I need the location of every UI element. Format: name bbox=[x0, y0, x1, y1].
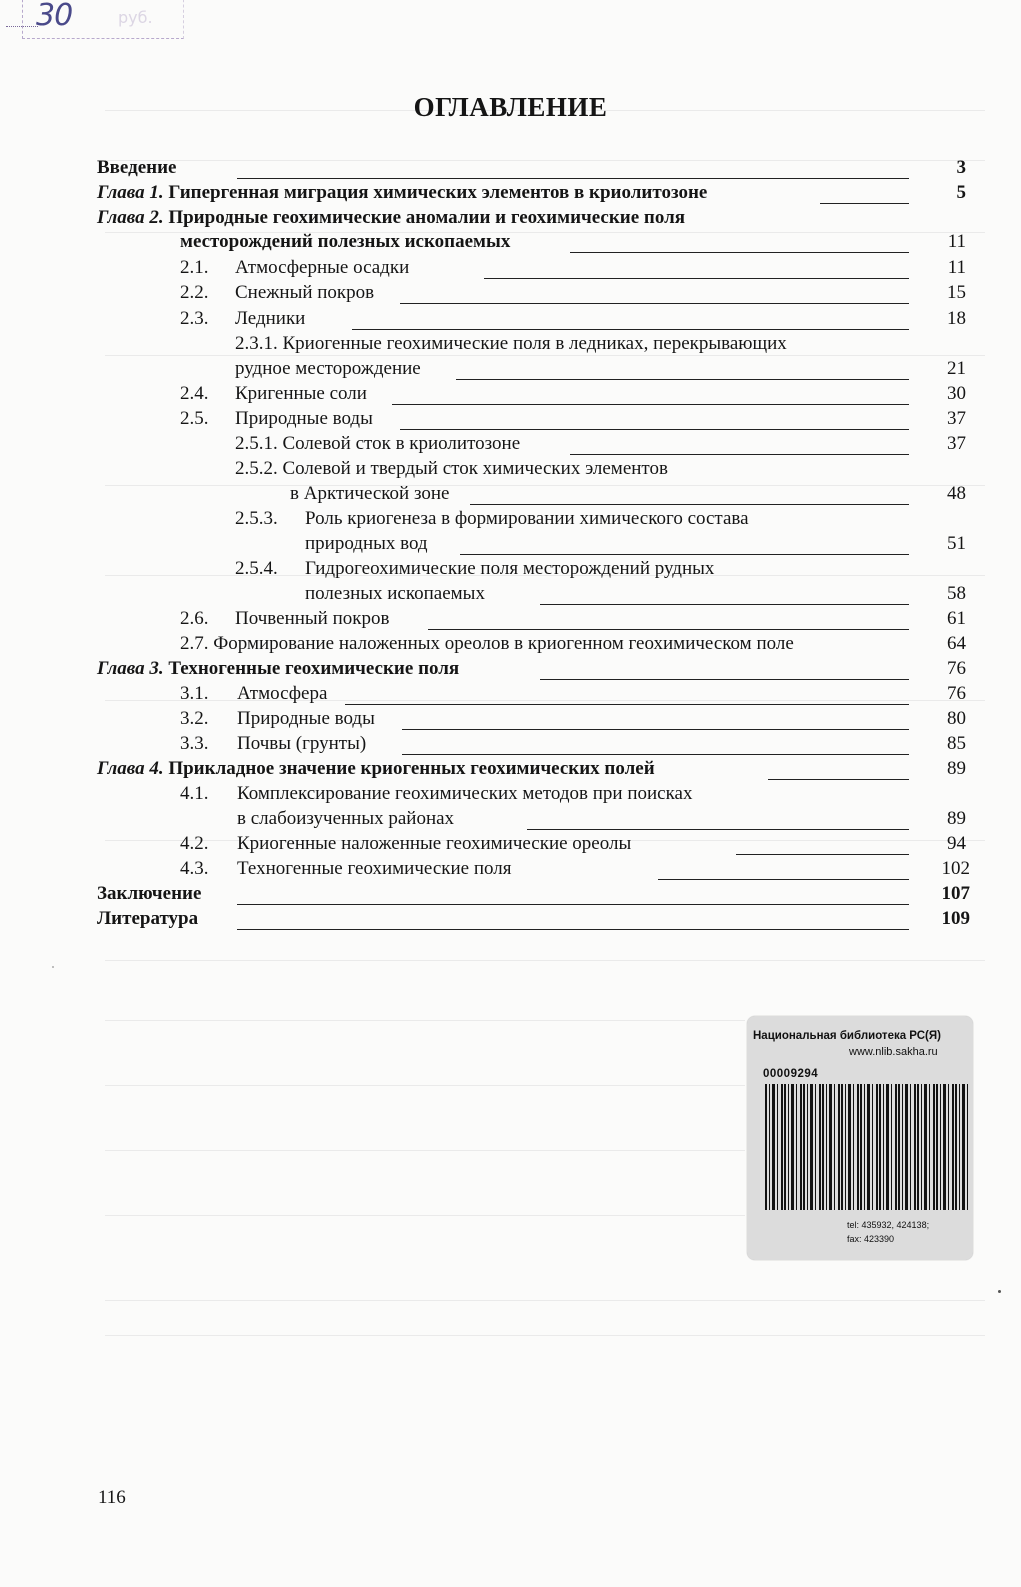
toc-page-number: 89 bbox=[947, 758, 966, 779]
toc-entry-continuation bbox=[235, 357, 421, 381]
toc-leader-line bbox=[352, 329, 909, 330]
toc-section-number: 2.7. bbox=[180, 633, 209, 654]
toc-page-number: 11 bbox=[947, 231, 966, 252]
toc-page-number: 107 bbox=[941, 883, 970, 904]
toc-page-number: 76 bbox=[947, 683, 966, 704]
toc-section-number: 3.2. bbox=[180, 708, 209, 729]
toc-leader-line bbox=[345, 704, 909, 705]
toc-entry-title: Почвы (грунты) bbox=[237, 733, 367, 754]
toc-entry-title-continued: в слабоизученных районах bbox=[237, 808, 455, 829]
page-title: ОГЛАВЛЕНИЕ bbox=[413, 92, 608, 122]
toc-chapter-prefix: Глава 4. bbox=[97, 758, 164, 779]
toc-entry-chapter-4[interactable] bbox=[97, 757, 655, 781]
toc-section-number: 2.2. bbox=[180, 282, 209, 303]
toc-entry-continuation bbox=[180, 230, 510, 254]
toc-page-number: 76 bbox=[947, 658, 966, 679]
toc-section-number: 2.4. bbox=[180, 383, 209, 404]
bleed-through-line bbox=[105, 1335, 985, 1336]
toc-entry-title: Солевой и твердый сток химических элементов bbox=[282, 458, 668, 479]
toc-leader-line bbox=[820, 203, 909, 204]
toc-entry-section-2-1[interactable] bbox=[180, 256, 409, 280]
toc-page-number: 30 bbox=[947, 383, 966, 404]
toc-section-number: 2.5.4. bbox=[235, 558, 278, 579]
toc-entry-title-continued: природных вод bbox=[305, 533, 428, 554]
toc-page-number: 109 bbox=[941, 908, 970, 929]
toc-entry-conclusion[interactable] bbox=[97, 882, 201, 906]
toc-entry-title-continued: рудное месторождение bbox=[235, 358, 421, 379]
toc-leader-line bbox=[400, 303, 909, 304]
page-number: 116 bbox=[98, 1487, 126, 1508]
toc-entry-section-2-4[interactable] bbox=[180, 382, 367, 406]
toc-entry-title: Техногенные геохимические поля bbox=[237, 858, 512, 879]
toc-entry-title-continued: в Арктической зоне bbox=[290, 483, 450, 504]
toc-entry-section-2-6[interactable] bbox=[180, 607, 389, 631]
toc-entry-title: Природные воды bbox=[237, 708, 375, 729]
toc-entry-section-2-3[interactable] bbox=[180, 307, 305, 331]
toc-entry-title: Атмосфера bbox=[237, 683, 328, 704]
toc-entry-references[interactable] bbox=[97, 907, 198, 931]
toc-entry-section-4-2[interactable] bbox=[180, 832, 631, 856]
stamp-dotted-line bbox=[6, 26, 38, 27]
toc-entry-chapter-3[interactable] bbox=[97, 657, 459, 681]
library-name: Национальная библиотека РС(Я) bbox=[753, 1030, 941, 1042]
toc-leader-line bbox=[237, 904, 909, 905]
toc-page-number: 37 bbox=[947, 408, 966, 429]
library-fax: fax: 423390 bbox=[847, 1234, 895, 1244]
bleed-through-line bbox=[105, 1020, 745, 1021]
toc-page-number: 3 bbox=[956, 157, 966, 178]
toc-entry-section-4-3[interactable] bbox=[180, 857, 511, 881]
toc-entry-continuation bbox=[237, 807, 454, 831]
toc-entry-title: Формирование наложенных ореолов в криогенном геохимическом поле bbox=[213, 633, 794, 654]
toc-page-number: 64 bbox=[947, 633, 966, 654]
toc-entry-title: Литература bbox=[97, 908, 199, 929]
toc-entry-section-2-2[interactable] bbox=[180, 281, 374, 305]
toc-entry-title: Природные геохимические аномалии и геохимические поля bbox=[168, 207, 686, 228]
bleed-through-line bbox=[105, 960, 985, 961]
toc-page-number: 80 bbox=[947, 708, 966, 729]
toc-entry-section-2-5-3[interactable] bbox=[235, 507, 749, 531]
toc-section-number: 2.5.3. bbox=[235, 508, 278, 529]
toc-entry-continuation bbox=[305, 532, 428, 556]
toc-page-number: 94 bbox=[947, 833, 966, 854]
toc-leader-line bbox=[428, 629, 909, 630]
scan-speck bbox=[998, 1290, 1001, 1293]
bleed-through-line bbox=[105, 485, 985, 486]
library-tel: tel: 435932, 424138; bbox=[847, 1220, 930, 1230]
toc-page-number: 37 bbox=[947, 433, 966, 454]
bleed-through-line bbox=[105, 1215, 745, 1216]
toc-page-number: 5 bbox=[956, 182, 966, 203]
toc-leader-line bbox=[237, 178, 909, 179]
toc-chapter-prefix: Глава 3. bbox=[97, 658, 164, 679]
toc-leader-line bbox=[484, 278, 909, 279]
toc-section-number: 4.2. bbox=[180, 833, 209, 854]
toc-entry-title: Введение bbox=[97, 157, 177, 178]
library-url: www.nlib.sakha.ru bbox=[849, 1046, 938, 1058]
toc-entry-title: Снежный покров bbox=[235, 282, 375, 303]
toc-page-number: 11 bbox=[947, 257, 966, 278]
toc-entry-section-2-5-1[interactable] bbox=[235, 432, 520, 456]
toc-entry-title: Атмосферные осадки bbox=[235, 257, 410, 278]
library-barcode-label bbox=[747, 1016, 973, 1260]
bleed-through-line bbox=[105, 1150, 745, 1151]
toc-entry-title: Прикладное значение криогенных геохимических полей bbox=[168, 758, 655, 779]
toc-page-number: 48 bbox=[947, 483, 966, 504]
toc-leader-line bbox=[527, 829, 909, 830]
toc-leader-line bbox=[456, 379, 909, 380]
toc-entry-title: Гидрогеохимические поля месторождений рудных bbox=[305, 558, 715, 579]
toc-page-number: 85 bbox=[947, 733, 966, 754]
toc-entry-title: Комплексирование геохимических методов при поисках bbox=[237, 783, 693, 804]
toc-entry-title: Кригенные соли bbox=[235, 383, 367, 404]
toc-section-number: 2.1. bbox=[180, 257, 209, 278]
toc-page-number: 51 bbox=[947, 533, 966, 554]
toc-page-number: 58 bbox=[947, 583, 966, 604]
toc-entry-chapter-2[interactable] bbox=[97, 206, 685, 230]
toc-entry-chapter-1[interactable] bbox=[97, 181, 707, 205]
toc-entry-title: Роль криогенеза в формировании химического состава bbox=[305, 508, 749, 529]
toc-leader-line bbox=[658, 879, 909, 880]
toc-leader-line bbox=[540, 679, 909, 680]
toc-section-number: 2.5. bbox=[180, 408, 209, 429]
stamp-number: 30 bbox=[36, 0, 73, 33]
scan-speck bbox=[52, 966, 54, 968]
toc-leader-line bbox=[400, 429, 909, 430]
toc-entry-section-4-1[interactable] bbox=[180, 782, 693, 806]
toc-leader-line bbox=[570, 454, 909, 455]
toc-entry-section-2-3-1[interactable] bbox=[235, 332, 787, 356]
toc-entry-section-3-1[interactable] bbox=[180, 682, 327, 706]
toc-leader-line bbox=[237, 929, 909, 930]
bleed-through-line bbox=[105, 1085, 745, 1086]
toc-leader-line bbox=[402, 754, 909, 755]
toc-chapter-prefix: Глава 2. bbox=[97, 207, 164, 228]
toc-leader-line bbox=[540, 604, 909, 605]
stamp-faint-text: руб. bbox=[118, 8, 153, 27]
library-contacts bbox=[847, 1218, 929, 1246]
toc-entry-section-3-2[interactable] bbox=[180, 707, 375, 731]
toc-entry-introduction[interactable] bbox=[97, 156, 177, 180]
toc-section-number: 2.3.1. bbox=[235, 333, 278, 354]
toc-section-number: 4.3. bbox=[180, 858, 209, 879]
toc-entry-section-2-5[interactable] bbox=[180, 407, 373, 431]
toc-leader-line bbox=[768, 779, 909, 780]
toc-leader-line bbox=[736, 854, 909, 855]
toc-section-number: 2.5.1. bbox=[235, 433, 278, 454]
toc-page-number: 18 bbox=[947, 308, 966, 329]
toc-page-number: 102 bbox=[941, 858, 970, 879]
toc-entry-title: Почвенный покров bbox=[235, 608, 390, 629]
toc-page-number: 61 bbox=[947, 608, 966, 629]
barcode-icon bbox=[765, 1084, 969, 1210]
toc-leader-line bbox=[392, 404, 909, 405]
toc-entry-section-2-5-2[interactable] bbox=[235, 457, 668, 481]
bleed-through-line bbox=[105, 1300, 985, 1301]
toc-entry-title: Техногенные геохимические поля bbox=[168, 658, 460, 679]
toc-entry-title: Ледники bbox=[235, 308, 306, 329]
toc-entry-continuation bbox=[305, 582, 485, 606]
barcode-number: 00009294 bbox=[763, 1068, 819, 1080]
toc-leader-line bbox=[402, 729, 909, 730]
toc-entry-title: Солевой сток в криолитозоне bbox=[282, 433, 521, 454]
toc-page-number: 89 bbox=[947, 808, 966, 829]
toc-entry-continuation bbox=[290, 482, 449, 506]
toc-section-number: 2.3. bbox=[180, 308, 209, 329]
toc-entry-title: Криогенные наложенные геохимические ореолы bbox=[237, 833, 632, 854]
toc-entry-title: Криогенные геохимические поля в ледниках, перекрывающих bbox=[282, 333, 787, 354]
toc-entry-section-2-5-4[interactable] bbox=[235, 557, 714, 581]
toc-section-number: 2.5.2. bbox=[235, 458, 278, 479]
toc-entry-section-2-7[interactable] bbox=[180, 632, 794, 656]
toc-entry-title-continued: полезных ископаемых bbox=[305, 583, 485, 604]
toc-entry-title-continued: месторождений полезных ископаемых bbox=[180, 231, 511, 252]
toc-page-number: 21 bbox=[947, 358, 966, 379]
toc-leader-line bbox=[460, 554, 909, 555]
toc-section-number: 3.1. bbox=[180, 683, 209, 704]
toc-leader-line bbox=[470, 504, 909, 505]
toc-chapter-prefix: Глава 1. bbox=[97, 182, 164, 203]
toc-section-number: 4.1. bbox=[180, 783, 209, 804]
toc-entry-section-3-3[interactable] bbox=[180, 732, 366, 756]
toc-entry-title: Заключение bbox=[97, 883, 202, 904]
toc-section-number: 2.6. bbox=[180, 608, 209, 629]
toc-leader-line bbox=[570, 252, 909, 253]
toc-page-number: 15 bbox=[947, 282, 966, 303]
toc-entry-title: Природные воды bbox=[235, 408, 373, 429]
toc-section-number: 3.3. bbox=[180, 733, 209, 754]
bleed-through-line bbox=[105, 160, 985, 161]
toc-entry-title: Гипергенная миграция химических элементов в криолитозоне bbox=[168, 182, 708, 203]
